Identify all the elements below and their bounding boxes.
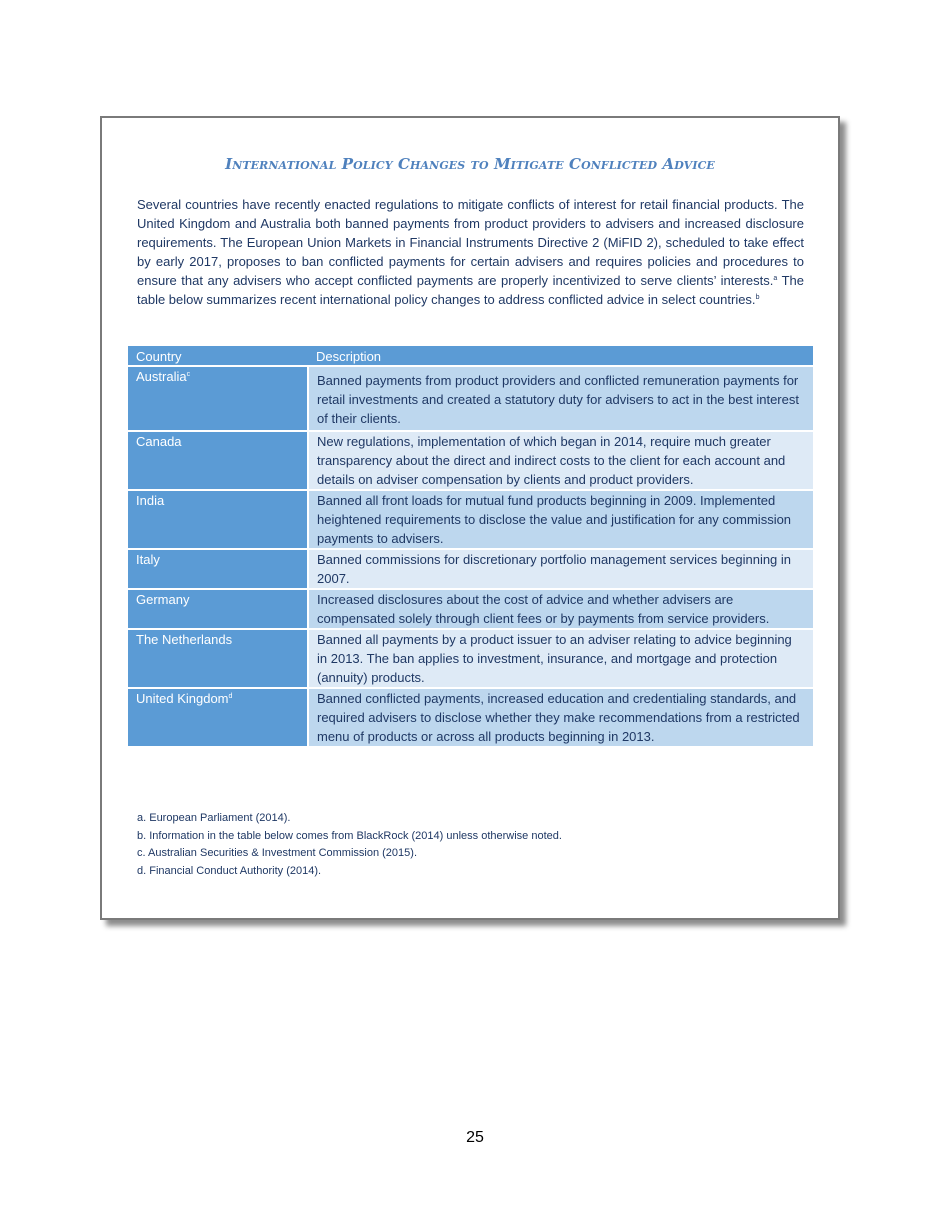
header-country: Country xyxy=(128,346,308,366)
intro-text-part1: Several countries have recently enacted regulations to mitigate conflicts of interest for retail financial products. The United Kingdom and Australia both banned payments from product providers to advisers and increased disclosure requirements. The European Union Markets in Financial Instruments Directive 2 (MiFID 2), scheduled to take effect by early 2017, proposes to ban conflicted payments for certain advisers and requires policies and procedures to ensure that any advisers who accept conflicted payments are properly incentivized to serve clients’ interests. xyxy=(137,197,804,288)
country-footnote-ref: c xyxy=(186,371,191,378)
page-number: 25 xyxy=(466,1129,484,1146)
table-row xyxy=(128,589,813,629)
description-cell: Increased disclosures about the cost of advice and whether advisers are compensated solely through client fees or by payments from service providers. xyxy=(308,589,813,629)
country-cell xyxy=(128,589,308,629)
country-name: United Kingdom xyxy=(136,691,229,706)
table-header-row xyxy=(128,346,813,366)
intro-paragraph xyxy=(137,195,804,309)
header-description: Description xyxy=(308,346,813,366)
table-row xyxy=(128,366,813,431)
policy-sidebar-box xyxy=(100,116,840,920)
country-cell xyxy=(128,490,308,549)
footnote-c: c. Australian Securities & Investment Commission (2015). xyxy=(137,847,418,859)
country-name: Germany xyxy=(136,592,190,607)
description-cell: Banned commissions for discretionary portfolio management services beginning in 2007. xyxy=(308,549,813,589)
country-cell xyxy=(128,629,308,688)
footnote-ref-a: a xyxy=(773,275,778,282)
footnote-a: a. European Parliament (2014). xyxy=(137,812,291,824)
description-cell: New regulations, implementation of which began in 2014, require much greater transparency about the direct and indirect costs to the client for each account and details on adviser compensation by clients and product providers. xyxy=(308,431,813,490)
country-name: Italy xyxy=(136,552,160,567)
country-cell xyxy=(128,549,308,589)
description-cell: Banned all payments by a product issuer to an adviser relating to advice beginning in 2013. The ban applies to investment, insurance, and mortgage and protection (annuity) products. xyxy=(308,629,813,688)
description-cell: Banned conflicted payments, increased education and credentialing standards, and required advisers to disclose whether they make recommendations from a restricted menu of products or across all products beginning in 2013. xyxy=(308,688,813,747)
policy-table xyxy=(128,346,813,748)
country-name: Australia xyxy=(136,369,187,384)
table-row xyxy=(128,688,813,747)
table-row xyxy=(128,549,813,589)
country-name: Canada xyxy=(136,434,182,449)
footnote-ref-b: b xyxy=(755,294,760,301)
box-title: International Policy Changes to Mitigate Conflicted Advice xyxy=(225,155,715,173)
description-cell: Banned all front loads for mutual fund products beginning in 2009. Implemented heightened requirements to disclose the value and justification for any commission payments to advisers. xyxy=(308,490,813,549)
country-footnote-ref: d xyxy=(228,693,233,700)
table-row xyxy=(128,490,813,549)
country-cell xyxy=(128,688,308,747)
description-cell: Banned payments from product providers and conflicted remuneration payments for retail investments and created a statutory duty for advisers to act in the best interest of their clients. xyxy=(308,366,813,431)
country-cell xyxy=(128,366,308,431)
table-row xyxy=(128,629,813,688)
footnote-d: d. Financial Conduct Authority (2014). xyxy=(137,864,322,877)
country-name: India xyxy=(136,493,165,508)
country-cell xyxy=(128,431,308,490)
footnotes xyxy=(137,810,562,880)
intro-text-part2: The table below summarizes recent international policy changes to address conflicted advice in select countries. xyxy=(137,273,805,307)
table-row xyxy=(128,431,813,490)
footnote-b: b. Information in the table below comes from BlackRock (2014) unless otherwise noted. xyxy=(137,829,562,842)
country-name: The Netherlands xyxy=(136,632,233,647)
